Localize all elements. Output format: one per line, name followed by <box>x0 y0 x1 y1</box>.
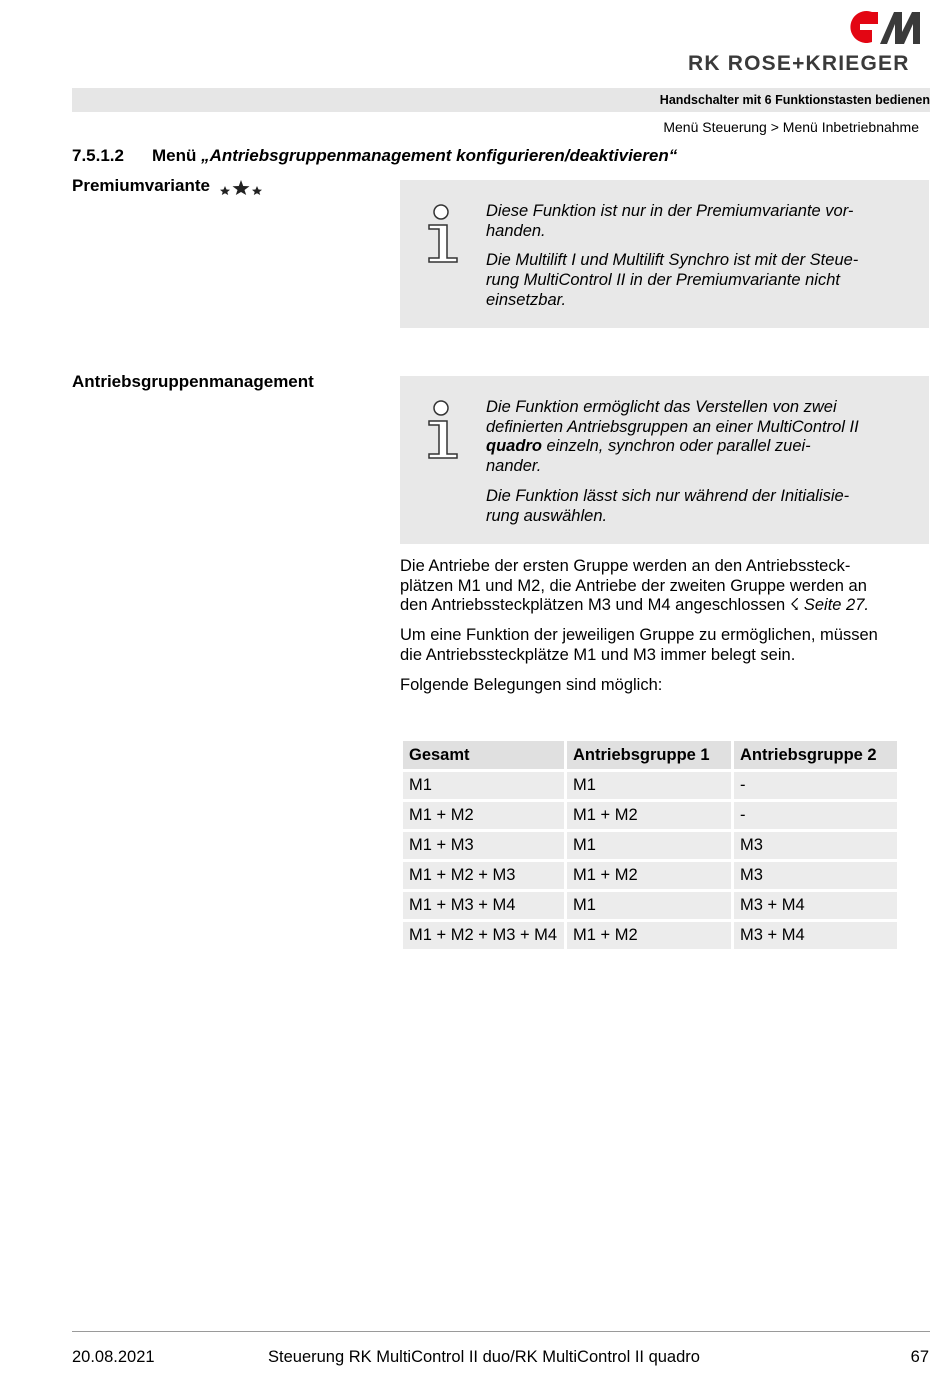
premium-note-text <box>486 202 896 321</box>
table-cell: M3 + M4 <box>734 922 897 949</box>
note-line: handen. <box>486 221 546 240</box>
note-line: nander. <box>486 457 542 476</box>
table-header-cell: Gesamt <box>403 741 564 769</box>
table-row <box>403 922 897 949</box>
note-bold-word: quadro <box>486 437 542 456</box>
premium-label-row <box>72 176 263 196</box>
note-line: einzeln, synchron oder parallel zuei- <box>541 437 811 456</box>
paragraph-line: Die Antriebe der ersten Gruppe werden an den Antriebssteck- <box>400 557 851 575</box>
table-cell: M1 + M3 + M4 <box>403 892 564 919</box>
note-line: rung auswählen. <box>486 506 608 525</box>
premium-info-note <box>400 180 929 328</box>
table-cell: M1 + M3 <box>403 832 564 859</box>
table-cell: M1 + M2 <box>403 802 564 829</box>
footer-document-title: Steuerung RK MultiControl II duo/RK MultiControl II quadro <box>268 1348 700 1366</box>
paragraph-end: . <box>864 596 870 615</box>
paragraph-line: plätzen M1 und M2, die Antriebe der zweiten Gruppe werden an <box>400 576 867 595</box>
table-header-cell: Antriebsgruppe 2 <box>734 741 897 769</box>
table-cell: M1 <box>567 892 731 919</box>
table-row <box>403 892 897 919</box>
footer-date: 20.08.2021 <box>72 1348 155 1366</box>
table-row <box>403 772 897 799</box>
section-title-prefix: Menü <box>152 146 202 165</box>
note-line: Die Funktion ermöglicht das Verstellen von zwei <box>486 398 837 416</box>
management-label: Antriebsgruppenmanagement <box>72 372 314 391</box>
paragraph-line: die Antriebssteckplätze M1 und M3 immer belegt sein. <box>400 645 796 664</box>
paragraph-line: Um eine Funktion der jeweiligen Gruppe zu ermöglichen, müssen <box>400 626 878 645</box>
table-cell: M3 <box>734 832 897 859</box>
page-number: 67 <box>910 1348 929 1366</box>
table-cell: M1 + M2 <box>567 802 731 829</box>
table-cell: M1 + M2 + M3 + M4 <box>403 922 564 949</box>
table-cell: - <box>734 802 897 829</box>
section-number: 7.5.1.2 <box>72 146 124 165</box>
table-cell: M3 + M4 <box>734 892 897 919</box>
info-icon <box>426 204 460 264</box>
table-row <box>403 862 897 889</box>
table-cell: - <box>734 772 897 799</box>
paragraph-line: den Antriebssteckplätzen M3 und M4 angeschlossen <box>400 596 790 615</box>
note-line: einsetzbar. <box>486 290 567 309</box>
table-header-row <box>403 741 897 769</box>
table-cell: M1 <box>567 832 731 859</box>
premium-label: Premiumvariante <box>72 176 210 195</box>
note-line: Die Multilift I und Multilift Synchro ist mit der Steue- <box>486 251 859 270</box>
note-line: Die Funktion lässt sich nur während der Initialisie- <box>486 486 850 505</box>
body-text <box>400 557 930 705</box>
note-line: rung MultiControl II in der Premiumvariante nicht <box>486 271 840 290</box>
section-title: „Antriebsgruppenmanagement konfigurieren/deaktivieren“ <box>201 146 678 165</box>
paragraph-line: Folgende Belegungen sind möglich: <box>400 675 663 694</box>
table-cell: M1 <box>403 772 564 799</box>
page-reference-link[interactable]: Seite 27 <box>799 596 865 615</box>
breadcrumb: Menü Steuerung > Menü Inbetriebnahme <box>663 119 919 135</box>
three-stars-icon <box>219 179 263 195</box>
section-heading <box>72 146 677 166</box>
table-cell: M1 <box>567 772 731 799</box>
table-row <box>403 832 897 859</box>
assignment-table <box>400 738 900 952</box>
cross-reference-icon: ☇ <box>789 596 800 615</box>
management-note-text <box>486 398 896 536</box>
table-cell: M3 <box>734 862 897 889</box>
page-header-title: Handschalter mit 6 Funktionstasten bedienen <box>659 93 930 107</box>
info-icon <box>426 400 460 460</box>
brand-name: RK ROSE+KRIEGER <box>688 52 910 75</box>
table-header-cell: Antriebsgruppe 1 <box>567 741 731 769</box>
table-cell: M1 + M2 <box>567 922 731 949</box>
note-line: definierten Antriebsgruppen an einer MultiControl II <box>486 417 859 436</box>
rose-krieger-logo-icon <box>842 8 930 46</box>
table-row <box>403 802 897 829</box>
note-line: Diese Funktion ist nur in der Premiumvariante vor- <box>486 202 854 220</box>
management-info-note <box>400 376 929 544</box>
table-cell: M1 + M2 <box>567 862 731 889</box>
footer-divider <box>72 1331 930 1332</box>
table-cell: M1 + M2 + M3 <box>403 862 564 889</box>
